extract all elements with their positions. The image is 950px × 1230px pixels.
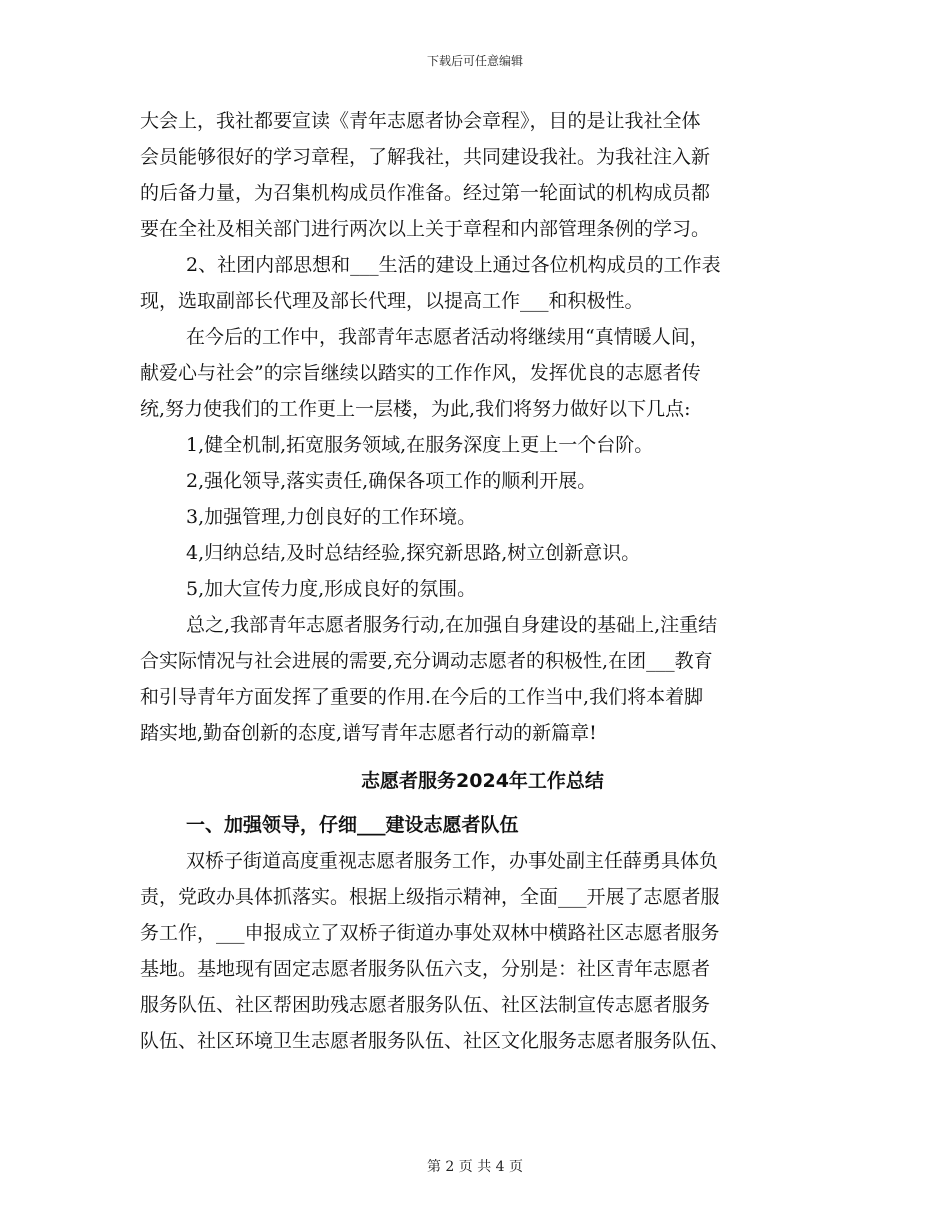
page-header: 下载后可任意编辑 bbox=[426, 54, 523, 68]
list-item: 4,归纳总结,及时总结经验,探究新思路,树立创新意识。 bbox=[186, 542, 641, 564]
paragraph-line: 2、社团内部思想和___生活的建设上通过各位机构成员的工作表 bbox=[186, 254, 721, 276]
paragraph-line: 在今后的工作中，我部青年志愿者活动将继续用“真情暖人间， bbox=[186, 326, 709, 348]
paragraph-line: 基地。基地现有固定志愿者服务队伍六支，分别是：社区青年志愿者 bbox=[140, 958, 711, 980]
paragraph-line: 双桥子街道高度重视志愿者服务工作，办事处副主任薛勇具体负 bbox=[186, 850, 719, 872]
document-body bbox=[140, 103, 825, 1059]
paragraph-line: 合实际情况与社会进展的需要,充分调动志愿者的积极性,在团___教育 bbox=[140, 650, 713, 672]
paragraph-line: 的后备力量，为召集机构成员作准备。经过第一轮面试的机构成员都 bbox=[140, 182, 711, 204]
paragraph-line: 会员能够很好的学习章程，了解我社，共同建设我社。为我社注入新 bbox=[140, 146, 711, 168]
paragraph-line: 服务队伍、社区帮困助残志愿者服务队伍、社区法制宣传志愿者服务 bbox=[140, 994, 711, 1016]
section-heading: 一、加强领导，仔细___建设志愿者队伍 bbox=[186, 814, 519, 836]
list-item: 3,加强管理,力创良好的工作环境。 bbox=[186, 506, 477, 528]
paragraph-line: 踏实地,勤奋创新的态度,谱写青年志愿者行动的新篇章! bbox=[140, 722, 597, 744]
list-item: 2,强化领导,落实责任,确保各项工作的顺利开展。 bbox=[186, 470, 597, 492]
paragraph-line: 务工作，___申报成立了双桥子街道办事处双林中横路社区志愿者服务 bbox=[140, 922, 720, 944]
paragraph-line: 统,努力使我们的工作更上一层楼，为此,我们将努力做好以下几点: bbox=[140, 398, 691, 420]
paragraph-line: 总之,我部青年志愿者服务行动,在加强自身建设的基础上,注重结 bbox=[186, 614, 718, 636]
paragraph-line: 大会上，我社都要宣读《青年志愿者协会章程》，目的是让我社全体 bbox=[140, 110, 701, 132]
paragraph-line: 责，党政办具体抓落实。根据上级指示精神，全面___开展了志愿者服 bbox=[140, 886, 720, 908]
paragraph-line: 现，选取副部长代理及部长代理，以提高工作___和积极性。 bbox=[140, 290, 644, 312]
list-item: 1,健全机制,拓宽服务领域,在服务深度上更上一个台阶。 bbox=[186, 434, 654, 456]
paragraph-line: 献爱心与社会”的宗旨继续以踏实的工作作风，发挥优良的志愿者传 bbox=[140, 362, 701, 384]
section-title: 志愿者服务2024年工作总结 bbox=[361, 770, 604, 792]
page-footer: 第 2 页 共 4 页 bbox=[426, 1159, 524, 1175]
list-item: 5,加大宣传力度,形成良好的氛围。 bbox=[186, 578, 477, 600]
paragraph-line: 队伍、社区环境卫生志愿者服务队伍、社区文化服务志愿者服务队伍、 bbox=[140, 1030, 730, 1052]
paragraph-line: 要在全社及相关部门进行两次以上关于章程和内部管理条例的学习。 bbox=[140, 218, 711, 240]
paragraph-line: 和引导青年方面发挥了重要的作用.在今后的工作当中,我们将本着脚 bbox=[140, 686, 704, 708]
